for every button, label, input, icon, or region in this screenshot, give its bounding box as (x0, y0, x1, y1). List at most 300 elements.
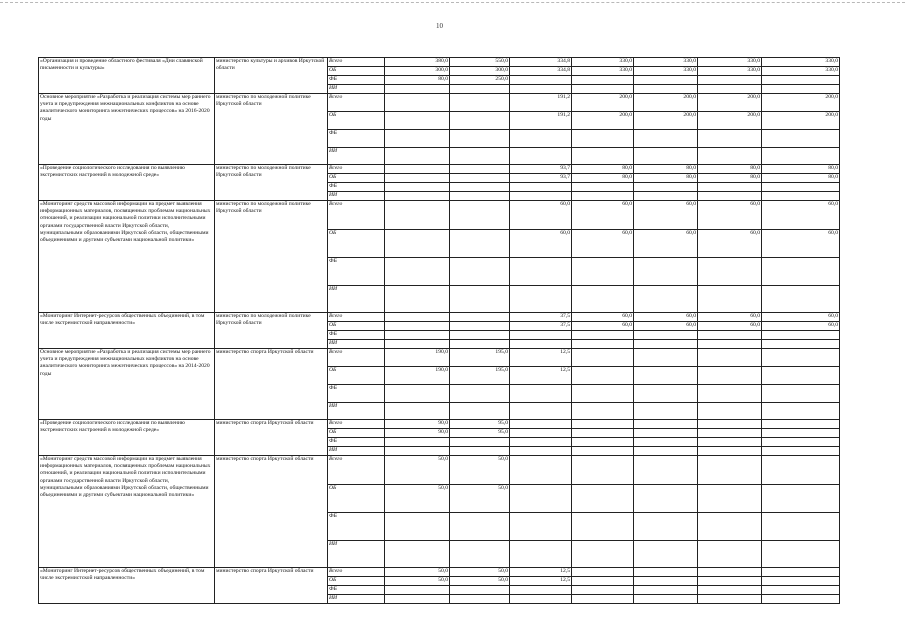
amount-cell (450, 192, 510, 201)
amount-cell (385, 541, 450, 568)
amount-cell: 200,0 (634, 112, 698, 130)
amount-cell (450, 513, 510, 541)
amount-cell (634, 331, 698, 340)
amount-cell (385, 85, 450, 94)
amount-cell (510, 286, 572, 313)
amount-cell: 330,0 (634, 58, 698, 67)
amount-cell (385, 192, 450, 201)
amount-cell: 60,0 (762, 322, 840, 331)
amount-cell (572, 340, 634, 349)
amount-cell (510, 429, 572, 438)
funding-source-cell: ИИ (328, 192, 385, 201)
amount-cell: 12,5 (510, 568, 572, 577)
amount-cell: 191,2 (510, 94, 572, 112)
amount-cell: 330,0 (698, 67, 762, 76)
funding-source-cell: ОБ (328, 367, 385, 385)
amount-cell (510, 485, 572, 513)
amount-cell: 50,0 (450, 456, 510, 485)
amount-cell (572, 456, 634, 485)
amount-cell: 60,0 (572, 230, 634, 258)
amount-cell: 200,0 (634, 94, 698, 112)
amount-cell (572, 595, 634, 604)
amount-cell: 330,0 (572, 58, 634, 67)
executor-cell: министерство культуры и архивов Иркутской области (215, 58, 328, 94)
amount-cell: 80,0 (698, 174, 762, 183)
funding-source-cell: ОБ (328, 577, 385, 586)
amount-cell (572, 192, 634, 201)
amount-cell: 334,8 (510, 67, 572, 76)
executor-cell: министерство спорта Иркутской области (215, 568, 328, 604)
amount-cell (698, 258, 762, 286)
amount-cell: 60,0 (572, 322, 634, 331)
activity-name-cell: «Мониторинг Интернет-ресурсов общественных объединений, в том числе экстремистской направленности» (39, 313, 215, 349)
budget-table (38, 57, 840, 604)
amount-cell (385, 340, 450, 349)
amount-cell (698, 568, 762, 577)
amount-cell (762, 130, 840, 148)
table-row (39, 568, 840, 577)
amount-cell (450, 130, 510, 148)
amount-cell: 12,5 (510, 349, 572, 367)
amount-cell (450, 340, 510, 349)
amount-cell: 195,0 (450, 349, 510, 367)
amount-cell (450, 165, 510, 174)
table-row (39, 349, 840, 367)
funding-source-cell: ИИ (328, 340, 385, 349)
amount-cell (698, 429, 762, 438)
amount-cell (510, 456, 572, 485)
amount-cell (698, 456, 762, 485)
amount-cell (385, 513, 450, 541)
table-row (39, 165, 840, 174)
amount-cell (698, 385, 762, 403)
executor-cell: министерство по молодежной политике Иркутской области (215, 313, 328, 349)
amount-cell (572, 183, 634, 192)
funding-source-cell: Всего (328, 568, 385, 577)
amount-cell (510, 340, 572, 349)
amount-cell: 12,5 (510, 367, 572, 385)
amount-cell: 60,0 (762, 201, 840, 230)
executor-cell: министерство по молодежной политике Иркутской области (215, 165, 328, 201)
amount-cell (762, 183, 840, 192)
amount-cell (634, 148, 698, 165)
executor-cell: министерство по молодежной политике Иркутской области (215, 94, 328, 165)
amount-cell (634, 349, 698, 367)
executor-cell: министерство спорта Иркутской области (215, 420, 328, 456)
funding-source-cell: ОБ (328, 322, 385, 331)
amount-cell (385, 322, 450, 331)
amount-cell: 330,0 (698, 58, 762, 67)
amount-cell (698, 403, 762, 420)
amount-cell: 330,0 (572, 67, 634, 76)
amount-cell (634, 367, 698, 385)
amount-cell: 50,0 (450, 485, 510, 513)
amount-cell: 200,0 (572, 94, 634, 112)
amount-cell: 80,0 (634, 165, 698, 174)
amount-cell: 93,7 (510, 165, 572, 174)
amount-cell (698, 577, 762, 586)
amount-cell (450, 174, 510, 183)
amount-cell: 191,2 (510, 112, 572, 130)
funding-source-cell: ФБ (328, 513, 385, 541)
activity-name-cell: Основное мероприятие «Разработка и реализация системы мер раннего учета и предупреждения межнациональных конфликтов на основе аналитического мониторинга межэтнических процессов» на 2014-2020 годы (39, 349, 215, 420)
amount-cell: 50,0 (385, 485, 450, 513)
amount-cell (634, 403, 698, 420)
amount-cell: 60,0 (634, 201, 698, 230)
amount-cell: 60,0 (510, 230, 572, 258)
amount-cell (385, 595, 450, 604)
amount-cell (762, 595, 840, 604)
amount-cell (572, 577, 634, 586)
funding-source-cell: ФБ (328, 331, 385, 340)
amount-cell (762, 420, 840, 429)
funding-source-cell: ФБ (328, 258, 385, 286)
amount-cell (385, 174, 450, 183)
funding-source-cell: ФБ (328, 385, 385, 403)
activity-name-cell: «Проведение социологического исследования по выявлению экстремистских настроений в молодежной среде» (39, 420, 215, 456)
funding-source-cell: ФБ (328, 183, 385, 192)
funding-source-cell: ИИ (328, 447, 385, 456)
amount-cell (634, 420, 698, 429)
amount-cell (634, 541, 698, 568)
amount-cell (450, 447, 510, 456)
amount-cell: 60,0 (698, 322, 762, 331)
funding-source-cell: ФБ (328, 586, 385, 595)
amount-cell (634, 568, 698, 577)
amount-cell (450, 112, 510, 130)
amount-cell: 93,7 (510, 174, 572, 183)
amount-cell (634, 85, 698, 94)
amount-cell: 330,0 (762, 58, 840, 67)
amount-cell: 200,0 (698, 94, 762, 112)
amount-cell (762, 367, 840, 385)
amount-cell (450, 183, 510, 192)
activity-name-cell: «Мониторинг средств массовой информации на предмет выявления информационных материалов, посвященных проблемам национальных отношений, и реализации национальной политики исполнительными органами государственной власти Иркутской области, муниципальными образованиями Иркутской области, общественными объединениями и другими субъектами национальной политики» (39, 456, 215, 568)
amount-cell (572, 367, 634, 385)
table-row (39, 456, 840, 485)
amount-cell (450, 331, 510, 340)
funding-source-cell: ИИ (328, 541, 385, 568)
page-number: 10 (436, 22, 443, 30)
amount-cell (510, 85, 572, 94)
amount-cell (510, 513, 572, 541)
amount-cell (510, 76, 572, 85)
amount-cell: 90,0 (385, 420, 450, 429)
amount-cell: 190,0 (385, 367, 450, 385)
amount-cell (510, 586, 572, 595)
amount-cell (634, 258, 698, 286)
amount-cell (510, 258, 572, 286)
amount-cell (762, 447, 840, 456)
amount-cell (698, 192, 762, 201)
amount-cell (450, 230, 510, 258)
amount-cell: 334,8 (510, 58, 572, 67)
amount-cell: 60,0 (698, 230, 762, 258)
amount-cell (698, 148, 762, 165)
funding-source-cell: ОБ (328, 112, 385, 130)
amount-cell: 37,5 (510, 313, 572, 322)
funding-source-cell: Всего (328, 349, 385, 367)
amount-cell (762, 586, 840, 595)
scan-top-edge (0, 2, 905, 3)
amount-cell (572, 258, 634, 286)
amount-cell (634, 456, 698, 485)
amount-cell (634, 340, 698, 349)
amount-cell (634, 447, 698, 456)
amount-cell (698, 349, 762, 367)
funding-source-cell: ОБ (328, 174, 385, 183)
amount-cell (572, 148, 634, 165)
amount-cell (762, 85, 840, 94)
amount-cell (698, 331, 762, 340)
amount-cell (450, 385, 510, 403)
funding-source-cell: ИИ (328, 286, 385, 313)
amount-cell (450, 541, 510, 568)
amount-cell: 300,0 (385, 67, 450, 76)
amount-cell (572, 85, 634, 94)
amount-cell (762, 541, 840, 568)
amount-cell: 80,0 (698, 165, 762, 174)
amount-cell: 90,0 (385, 429, 450, 438)
amount-cell: 60,0 (572, 313, 634, 322)
funding-source-cell: ИИ (328, 595, 385, 604)
amount-cell: 80,0 (762, 174, 840, 183)
amount-cell (510, 438, 572, 447)
amount-cell: 50,0 (385, 456, 450, 485)
amount-cell (572, 513, 634, 541)
amount-cell: 50,0 (450, 568, 510, 577)
amount-cell (762, 438, 840, 447)
funding-source-cell: ОБ (328, 67, 385, 76)
amount-cell (450, 595, 510, 604)
amount-cell (634, 130, 698, 148)
amount-cell (510, 192, 572, 201)
amount-cell (572, 438, 634, 447)
activity-name-cell: «Мониторинг средств массовой информации на предмет выявления информационных материалов, посвященных проблемам национальных отношений, и реализации национальной политики исполнительными органами государственной власти Иркутской области, муниципальными образованиями Иркутской области, общественными объединениями и другими субъектами национальной политики» (39, 201, 215, 313)
funding-source-cell: ФБ (328, 438, 385, 447)
amount-cell (572, 385, 634, 403)
amount-cell: 60,0 (634, 322, 698, 331)
funding-source-cell: Всего (328, 58, 385, 67)
executor-cell: министерство спорта Иркутской области (215, 349, 328, 420)
amount-cell: 60,0 (572, 201, 634, 230)
amount-cell: 60,0 (762, 313, 840, 322)
amount-cell: 60,0 (698, 313, 762, 322)
executor-cell: министерство по молодежной политике Иркутской области (215, 201, 328, 313)
funding-source-cell: Всего (328, 94, 385, 112)
amount-cell (698, 286, 762, 313)
amount-cell (572, 76, 634, 85)
amount-cell (698, 367, 762, 385)
amount-cell: 330,0 (762, 67, 840, 76)
amount-cell (572, 130, 634, 148)
amount-cell: 12,5 (510, 577, 572, 586)
table-row (39, 201, 840, 230)
amount-cell (634, 192, 698, 201)
amount-cell (698, 513, 762, 541)
amount-cell (385, 148, 450, 165)
amount-cell (698, 85, 762, 94)
amount-cell (698, 447, 762, 456)
amount-cell: 200,0 (572, 112, 634, 130)
amount-cell: 60,0 (634, 313, 698, 322)
amount-cell (572, 286, 634, 313)
amount-cell: 80,0 (572, 174, 634, 183)
amount-cell (572, 331, 634, 340)
amount-cell (572, 541, 634, 568)
amount-cell (450, 201, 510, 230)
amount-cell: 95,0 (450, 429, 510, 438)
amount-cell (762, 340, 840, 349)
amount-cell (762, 331, 840, 340)
funding-source-cell: ОБ (328, 230, 385, 258)
amount-cell (385, 403, 450, 420)
activity-name-cell: «Организация и проведение областного фестиваля «Дни славянской письменности и культуры» (39, 58, 215, 94)
amount-cell (762, 286, 840, 313)
amount-cell: 50,0 (385, 577, 450, 586)
amount-cell: 60,0 (762, 230, 840, 258)
amount-cell (698, 595, 762, 604)
amount-cell (450, 148, 510, 165)
amount-cell: 190,0 (385, 349, 450, 367)
amount-cell (450, 85, 510, 94)
amount-cell (450, 313, 510, 322)
amount-cell (450, 258, 510, 286)
funding-source-cell: ИИ (328, 85, 385, 94)
amount-cell (450, 94, 510, 112)
amount-cell (385, 438, 450, 447)
amount-cell: 330,0 (634, 67, 698, 76)
amount-cell (510, 420, 572, 429)
amount-cell: 80,0 (762, 165, 840, 174)
table-row (39, 94, 840, 112)
amount-cell (450, 403, 510, 420)
table-row (39, 313, 840, 322)
amount-cell (385, 286, 450, 313)
amount-cell (698, 340, 762, 349)
funding-source-cell: ОБ (328, 485, 385, 513)
funding-source-cell: Всего (328, 201, 385, 230)
amount-cell: 250,0 (450, 76, 510, 85)
amount-cell (634, 385, 698, 403)
amount-cell (762, 385, 840, 403)
amount-cell: 50,0 (450, 577, 510, 586)
amount-cell (385, 586, 450, 595)
amount-cell (762, 76, 840, 85)
amount-cell: 80,0 (572, 165, 634, 174)
amount-cell: 195,0 (450, 367, 510, 385)
amount-cell (698, 76, 762, 85)
amount-cell (634, 577, 698, 586)
amount-cell (385, 183, 450, 192)
amount-cell: 50,0 (385, 568, 450, 577)
amount-cell (385, 331, 450, 340)
amount-cell: 60,0 (510, 201, 572, 230)
amount-cell (698, 183, 762, 192)
executor-cell: министерство спорта Иркутской области (215, 456, 328, 568)
amount-cell (510, 541, 572, 568)
amount-cell (634, 183, 698, 192)
amount-cell (572, 586, 634, 595)
amount-cell (634, 595, 698, 604)
amount-cell (385, 112, 450, 130)
amount-cell (634, 429, 698, 438)
amount-cell (698, 541, 762, 568)
amount-cell (572, 349, 634, 367)
amount-cell (385, 313, 450, 322)
amount-cell (762, 258, 840, 286)
amount-cell (762, 192, 840, 201)
amount-cell (385, 258, 450, 286)
table-row (39, 420, 840, 429)
funding-source-cell: ИИ (328, 403, 385, 420)
amount-cell (762, 429, 840, 438)
amount-cell (510, 447, 572, 456)
amount-cell (510, 385, 572, 403)
amount-cell (572, 420, 634, 429)
amount-cell (698, 420, 762, 429)
amount-cell (510, 183, 572, 192)
amount-cell: 200,0 (698, 112, 762, 130)
amount-cell (450, 438, 510, 447)
amount-cell: 200,0 (762, 112, 840, 130)
amount-cell (762, 577, 840, 586)
activity-name-cell: «Мониторинг Интернет-ресурсов общественных объединений, в том числе экстремистской направленности» (39, 568, 215, 604)
amount-cell: 37,5 (510, 322, 572, 331)
amount-cell (450, 286, 510, 313)
amount-cell (572, 447, 634, 456)
amount-cell (450, 322, 510, 331)
amount-cell (385, 201, 450, 230)
amount-cell (385, 94, 450, 112)
amount-cell (634, 438, 698, 447)
amount-cell (385, 165, 450, 174)
amount-cell (762, 456, 840, 485)
amount-cell (762, 485, 840, 513)
amount-cell (762, 148, 840, 165)
funding-source-cell: ФБ (328, 130, 385, 148)
amount-cell (385, 447, 450, 456)
amount-cell: 300,0 (450, 67, 510, 76)
amount-cell (572, 485, 634, 513)
amount-cell (572, 568, 634, 577)
amount-cell (510, 331, 572, 340)
amount-cell (510, 595, 572, 604)
amount-cell (385, 385, 450, 403)
activity-name-cell: Основное мероприятие «Разработка и реализация системы мер раннего учета и предупреждения межнациональных конфликтов на основе аналитического мониторинга межэтнических процессов» на 2016-2020 годы (39, 94, 215, 165)
amount-cell (698, 438, 762, 447)
table-row (39, 58, 840, 67)
amount-cell (634, 513, 698, 541)
amount-cell (698, 586, 762, 595)
amount-cell: 80,0 (385, 76, 450, 85)
amount-cell (634, 286, 698, 313)
amount-cell (510, 403, 572, 420)
amount-cell (762, 349, 840, 367)
funding-source-cell: Всего (328, 420, 385, 429)
amount-cell: 60,0 (698, 201, 762, 230)
amount-cell (572, 429, 634, 438)
amount-cell: 380,0 (385, 58, 450, 67)
amount-cell (510, 148, 572, 165)
funding-source-cell: Всего (328, 456, 385, 485)
amount-cell (762, 568, 840, 577)
amount-cell (634, 586, 698, 595)
amount-cell (698, 485, 762, 513)
amount-cell: 550,0 (450, 58, 510, 67)
funding-source-cell: Всего (328, 165, 385, 174)
amount-cell (762, 513, 840, 541)
